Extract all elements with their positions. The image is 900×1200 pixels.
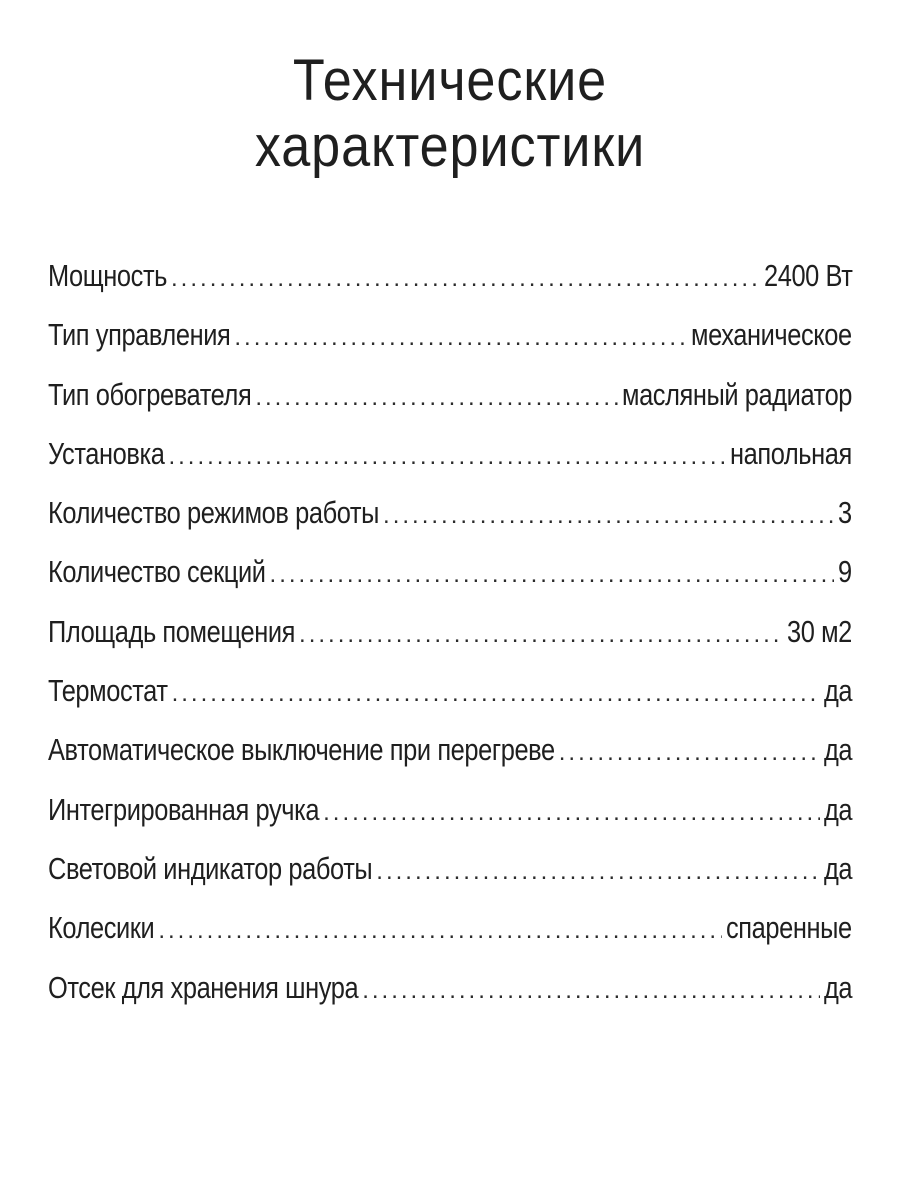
dot-leader	[362, 977, 820, 1005]
spec-row-modes-count	[48, 495, 852, 554]
spec-value: масляный радиатор	[621, 376, 852, 412]
spec-list	[48, 258, 852, 1029]
dot-leader	[255, 384, 618, 412]
spec-row-sections-count	[48, 554, 852, 613]
spec-value: 3	[838, 495, 852, 531]
spec-row-overheat-shutoff	[48, 732, 852, 791]
dot-leader	[323, 799, 820, 827]
dot-leader	[171, 265, 759, 293]
spec-value: да	[823, 791, 852, 827]
spec-label: Тип управления	[48, 317, 231, 353]
spec-row-installation	[48, 436, 852, 495]
title-line-1: Технические	[292, 48, 608, 113]
spec-value: да	[823, 969, 852, 1005]
dot-leader	[270, 561, 835, 589]
spec-value: механическое	[691, 317, 852, 353]
spec-label: Колесики	[48, 910, 155, 946]
dot-leader	[158, 917, 722, 945]
spec-value: спаренные	[726, 910, 852, 946]
spec-label: Площадь помещения	[48, 613, 296, 649]
spec-row-cord-storage	[48, 970, 852, 1029]
spec-value: да	[823, 850, 852, 886]
dot-leader	[383, 502, 834, 530]
spec-row-wheels	[48, 910, 852, 969]
dot-leader	[234, 324, 687, 352]
spec-value: 2400 Вт	[763, 258, 852, 293]
dot-leader	[168, 443, 726, 471]
spec-row-thermostat	[48, 673, 852, 732]
spec-label: Отсек для хранения шнура	[48, 969, 359, 1005]
title-line-2: характеристики	[254, 114, 646, 179]
spec-row-control-type	[48, 317, 852, 376]
dot-leader	[172, 680, 820, 708]
spec-label: Световой индикатор работы	[48, 850, 373, 886]
spec-value: да	[823, 673, 852, 709]
spec-value: напольная	[730, 435, 852, 471]
dot-leader	[376, 858, 820, 886]
spec-label: Мощность	[48, 258, 168, 293]
spec-label: Термостат	[48, 673, 168, 709]
spec-label: Количество секций	[48, 554, 266, 590]
spec-value: 9	[838, 554, 852, 590]
spec-label: Автоматическое выключение при перегреве	[48, 732, 555, 768]
spec-label: Тип обогревателя	[48, 376, 252, 412]
spec-label: Установка	[48, 435, 165, 471]
dot-leader	[559, 739, 820, 767]
spec-value: 30 м2	[787, 613, 852, 649]
spec-value: да	[823, 732, 852, 768]
spec-row-power	[48, 258, 852, 317]
page-title	[45, 48, 855, 180]
spec-label: Интегрированная ручка	[48, 791, 320, 827]
spec-row-room-area	[48, 614, 852, 673]
spec-label: Количество режимов работы	[48, 495, 380, 531]
spec-row-indicator-light	[48, 851, 852, 910]
spec-row-integrated-handle	[48, 792, 852, 851]
dot-leader	[299, 621, 783, 649]
spec-row-heater-type	[48, 377, 852, 436]
